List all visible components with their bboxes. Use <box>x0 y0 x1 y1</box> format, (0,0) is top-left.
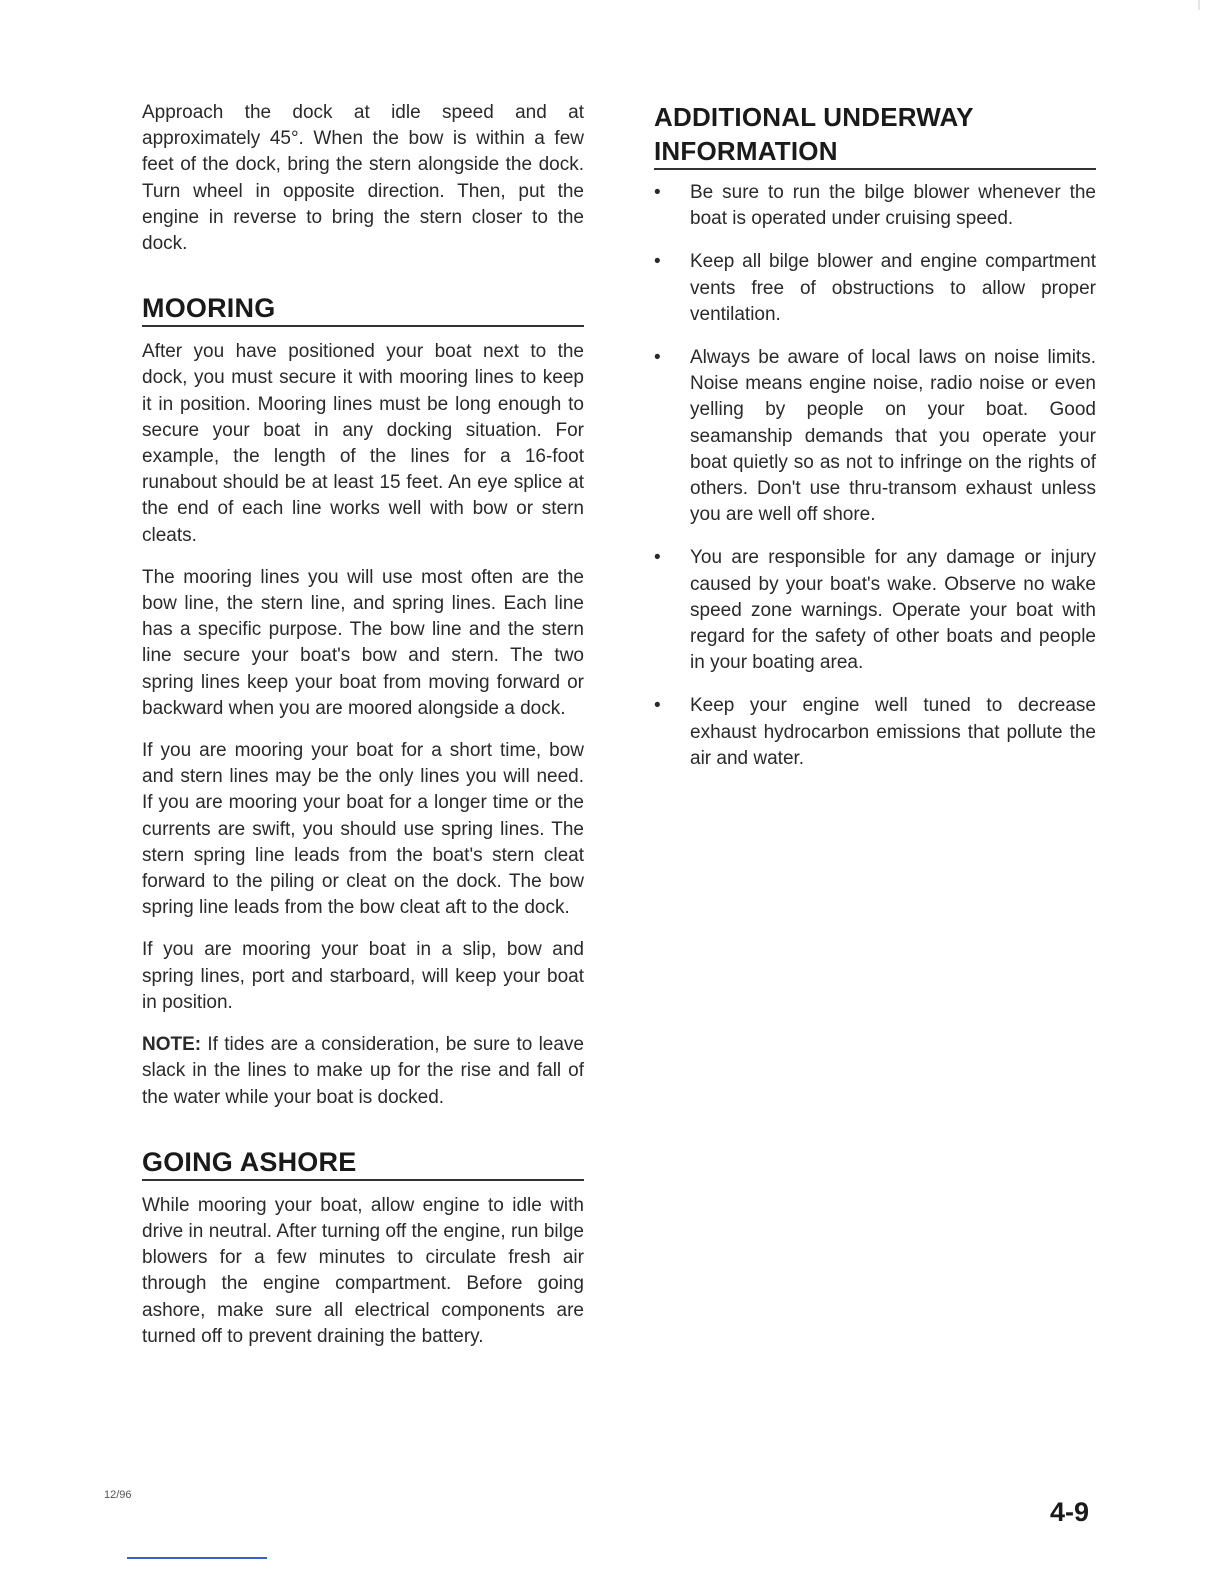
list-item <box>654 345 1096 528</box>
mooring-paragraph-3: If you are mooring your boat for a short time, bow and stern lines may be the only lines you will need. If you are mooring your boat for a longer time or the currents are swift, you should use spring lines. The stern spring line leads from the boat's stern cleat forward to the piling or cleat on the dock. The bow spring line leads from the bow cleat aft to the dock. <box>142 740 584 919</box>
footer-date: 12/96 <box>104 1489 132 1501</box>
right-column <box>654 100 1096 789</box>
bullet-icon: • <box>654 695 661 717</box>
list-item <box>654 180 1096 232</box>
list-item <box>654 693 1096 772</box>
mooring-paragraph-1: After you have positioned your boat next to the dock, you must secure it with mooring lines to keep it in position. Mooring lines must be long enough to secure your boat in any docking situation. For example, the length of the lines for a 16-foot runabout should be at least 15 feet. An eye splice at the end of each line works well with bow or stern cleats. <box>142 341 584 546</box>
page-edge-mark <box>1198 0 1200 10</box>
bullet-text: Keep your engine well tuned to decrease exhaust hydrocarbon emissions that pollute the air and water. <box>690 695 1096 769</box>
note-label: NOTE: <box>142 1034 202 1056</box>
mooring-paragraph-2: The mooring lines you will use most often are the bow line, the stern line, and spring lines. Each line has a specific purpose. The bow line and the stern line secure your boat's bow and stern. The two spring lines keep your boat from moving forward or backward when you are moored alongside a dock. <box>142 566 584 719</box>
footer-rule <box>127 1557 267 1559</box>
bullet-icon: • <box>654 182 661 203</box>
bullet-icon: • <box>654 347 661 369</box>
underway-bullet-list <box>654 180 1096 772</box>
bullet-icon: • <box>654 251 661 273</box>
bullet-icon: • <box>654 547 661 569</box>
page-number: 4-9 <box>1050 1497 1090 1527</box>
mooring-paragraph-4: If you are mooring your boat in a slip, bow and spring lines, port and starboard, will keep your boat in position. <box>142 939 584 1013</box>
additional-underway-heading: ADDITIONAL UNDERWAY INFORMATION <box>654 100 1096 170</box>
mooring-heading: MOORING <box>142 291 584 327</box>
left-column <box>142 100 584 1350</box>
mooring-note <box>142 1032 584 1111</box>
note-text: If tides are a consideration, be sure to leave slack in the lines to make up for the rise and fall of the water while your boat is docked. <box>142 1034 584 1108</box>
intro-paragraph: Approach the dock at idle speed and at approximately 45°. When the bow is within a few feet of the dock, bring the stern alongside the dock. Turn wheel in opposite direction. Then, put the engine in reverse to bring the stern closer to the dock. <box>142 102 584 255</box>
list-item <box>654 545 1096 676</box>
going-ashore-heading: GOING ASHORE <box>142 1145 584 1181</box>
going-ashore-paragraph: While mooring your boat, allow engine to idle with drive in neutral. After turning off the engine, run bilge blowers for a few minutes to circulate fresh air through the engine compartment. Before going ashore, make sure all electrical components are turned off to prevent draining the battery. <box>142 1194 584 1347</box>
list-item <box>654 249 1096 328</box>
bullet-text: Always be aware of local laws on noise limits. Noise means engine noise, radio noise or even yelling by people on your boat. Good seamanship demands that you operate your boat quietly so as not to infringe on the rights of others. Don't use thru-transom exhaust unless you are well off shore. <box>690 347 1096 526</box>
bullet-text: Be sure to run the bilge blower whenever the boat is operated under cruising speed. <box>690 182 1096 230</box>
bullet-text: You are responsible for any damage or injury caused by your boat's wake. Observe no wake speed zone warnings. Operate your boat with regard for the safety of other boats and people in your boating area. <box>690 547 1096 674</box>
bullet-text: Keep all bilge blower and engine compartment vents free of obstructions to allow proper ventilation. <box>690 251 1096 325</box>
